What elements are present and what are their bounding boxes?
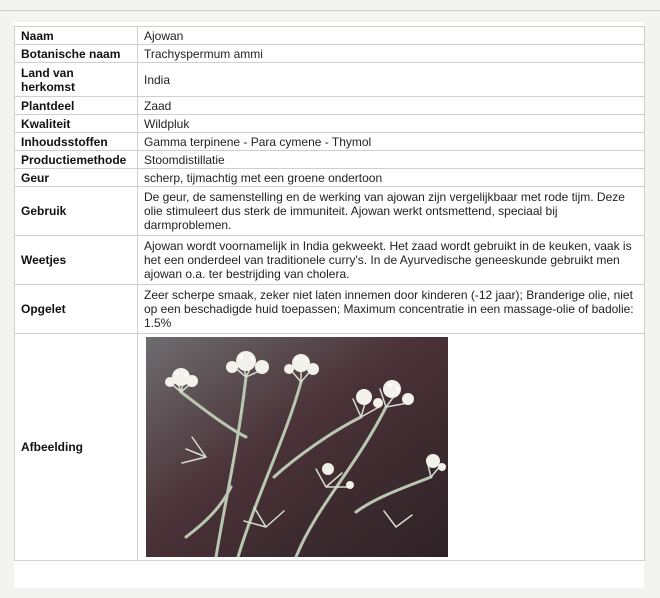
row-value: Gamma terpinene - Para cymene - Thymol [138, 133, 645, 151]
row-label: Plantdeel [15, 97, 138, 115]
row-label: Naam [15, 27, 138, 45]
table-row [15, 236, 645, 285]
row-value: scherp, tijmachtig met een groene ondertoon [138, 169, 645, 187]
table-row [15, 151, 645, 169]
table-row [15, 285, 645, 334]
row-value: Zaad [138, 97, 645, 115]
row-value: Ajowan wordt voornamelijk in India gekweekt. Het zaad wordt gebruikt in de keuken, vaak is het een onderdeel van traditionele curry's. In de Ayurvedische geneeskunde gebruikt men ajowan o.a. ter bestrijding van cholera. [138, 236, 645, 285]
table-row [15, 45, 645, 63]
table-row [15, 169, 645, 187]
row-label: Opgelet [15, 285, 138, 334]
table-row [15, 133, 645, 151]
row-label: Productiemethode [15, 151, 138, 169]
row-value: Stoomdistillatie [138, 151, 645, 169]
table-row [15, 334, 645, 561]
row-value: De geur, de samenstelling en de werking van ajowan zijn vergelijkbaar met rode tijm. Deze olie stimuleert dus sterk de immuniteit. Ajowan werkt ontsmettend, speciaal bij darmproblemen. [138, 187, 645, 236]
row-value: Zeer scherpe smaak, zeker niet laten innemen door kinderen (-12 jaar); Branderige olie, niet op een beschadigde huid toepassen; Maximum concentratie in een massage-olie of badolie: 1.5% [138, 285, 645, 334]
row-value: India [138, 63, 645, 97]
table-row [15, 63, 645, 97]
table-row [15, 115, 645, 133]
row-label: Geur [15, 169, 138, 187]
row-label: Land van herkomst [15, 63, 138, 97]
product-info-table [14, 26, 645, 561]
row-value: Ajowan [138, 27, 645, 45]
row-value: Wildpluk [138, 115, 645, 133]
table-row [15, 27, 645, 45]
ajowan-plant-photo [146, 337, 448, 557]
row-label: Kwaliteit [15, 115, 138, 133]
row-label: Inhoudsstoffen [15, 133, 138, 151]
row-value: Trachyspermum ammi [138, 45, 645, 63]
row-label: Afbeelding [15, 334, 138, 561]
table-row [15, 187, 645, 236]
row-label: Botanische naam [15, 45, 138, 63]
image-cell [138, 334, 645, 561]
row-label: Weetjes [15, 236, 138, 285]
row-label: Gebruik [15, 187, 138, 236]
table-row [15, 97, 645, 115]
top-rule [0, 10, 660, 11]
